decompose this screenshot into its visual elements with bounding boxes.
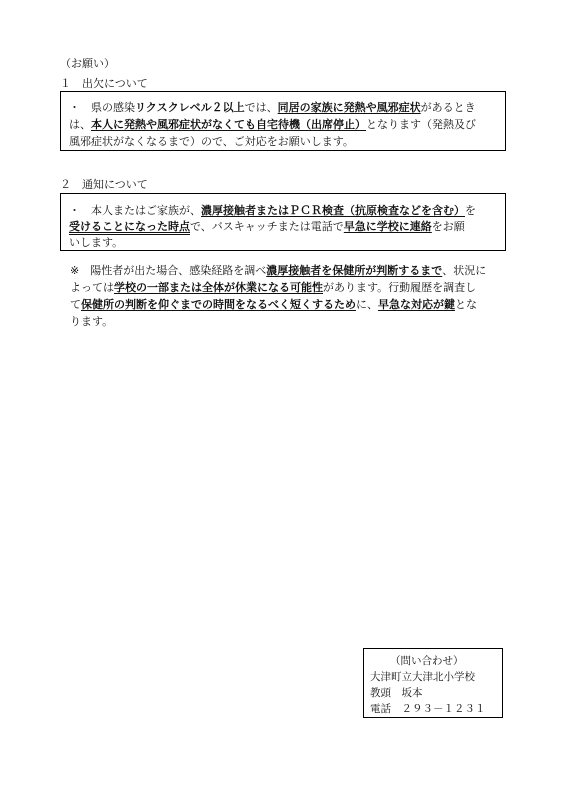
text-span: 、状況に — [442, 264, 487, 277]
text-span: 学校の一部または全体が休業になる可能性 — [114, 281, 323, 294]
text-span: では、 — [244, 101, 278, 114]
section2-line1 — [69, 202, 476, 218]
text-span: があります。行動履歴を調査し — [323, 281, 477, 294]
note-line1 — [70, 262, 486, 278]
note-line3 — [70, 296, 477, 312]
text-span: ・ 県の感染 — [69, 101, 135, 114]
contact-phone: 電話 ２９３－１２３１ — [370, 703, 486, 715]
section2-line2 — [69, 218, 465, 234]
text-span: 濃厚接触者またはＰＣＲ検査（抗原検査などを含む） — [201, 204, 465, 217]
text-span: で、バスキャッチまたは電話で — [190, 220, 344, 233]
section1-line3: 風邪症状がなくなるまで）ので、ご対応をお願いします。 — [69, 135, 354, 148]
text-span: リクスクレベル２以上 — [135, 101, 245, 114]
contact-school: 大津町立大津北小学校 — [370, 671, 475, 683]
section2-box — [60, 193, 506, 251]
text-span: は、 — [69, 118, 91, 131]
section2-heading: ２ 通知について — [60, 178, 148, 191]
text-span: て — [70, 298, 81, 311]
text-span: 早急に学校に連絡 — [343, 220, 432, 233]
section2-line3: いします。 — [69, 236, 124, 249]
text-span: 保健所の判断を仰ぐまでの時間をなるべく短くするため — [81, 298, 356, 311]
text-span: 本人に発熱や風邪症状がなくても自宅待機（出席停止） — [91, 118, 366, 131]
text-span: 早急な対応が鍵 — [378, 298, 455, 311]
note-line4: ります。 — [70, 315, 114, 328]
contact-title: （問い合わせ） — [390, 655, 464, 667]
text-span: に、 — [356, 298, 378, 311]
section1-box — [60, 91, 506, 151]
text-span: となります（発熱及び — [366, 118, 476, 131]
text-span: よっては — [70, 281, 114, 294]
section1-line2 — [69, 116, 476, 132]
text-span: 濃厚接触者を保健所が判断するまで — [266, 264, 443, 277]
section1-line1 — [69, 99, 476, 115]
section1-heading: １ 出欠について — [60, 77, 148, 90]
text-span: ※ 陽性者が出た場合、感染経路を調べ — [70, 264, 267, 277]
contact-person: 教頭 坂本 — [370, 687, 423, 699]
contact-box — [363, 648, 503, 718]
text-span: 同居の家族に発熱や風邪症状 — [277, 101, 421, 114]
text-span: があるとき — [420, 101, 476, 114]
request-heading: （お願い） — [60, 57, 115, 70]
text-span: 受けることになった時点 — [69, 220, 190, 233]
text-span: ・ 本人またはご家族が、 — [69, 204, 201, 217]
note-line2 — [70, 279, 476, 295]
text-span: を — [465, 204, 476, 217]
text-span: をお願 — [431, 220, 465, 233]
text-span: とな — [455, 298, 477, 311]
